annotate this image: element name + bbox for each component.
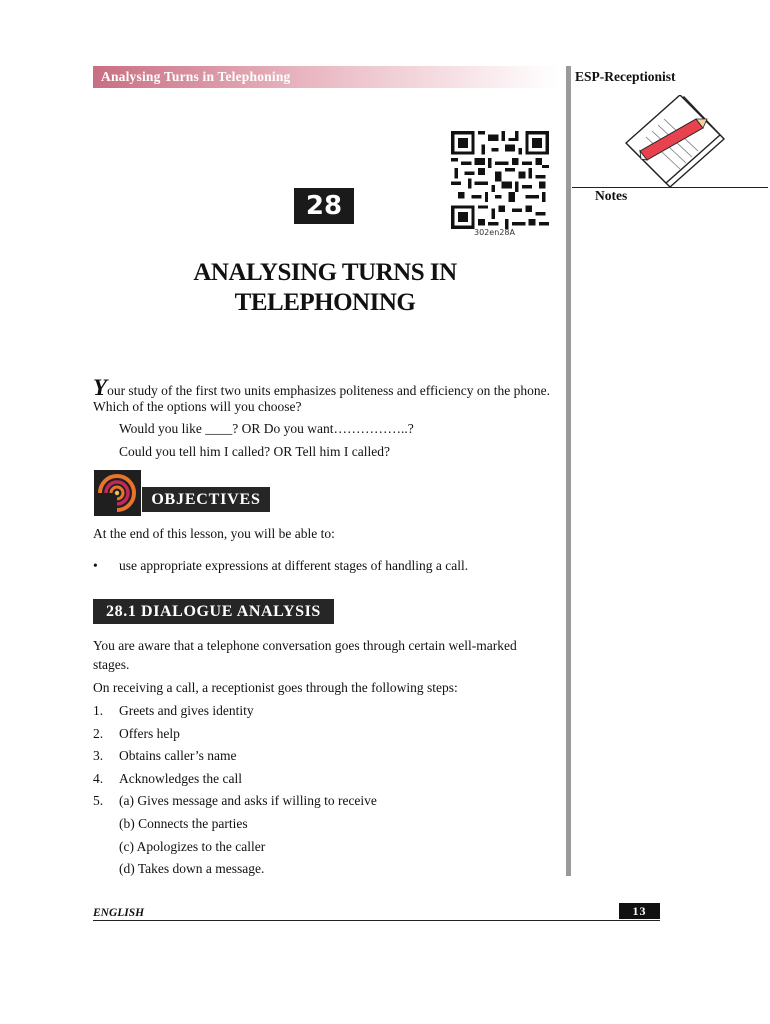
objectives-bullet: • <box>93 558 98 573</box>
list-item <box>93 700 377 723</box>
list-item <box>93 768 377 791</box>
lesson-title-line1: ANALYSING TURNS IN <box>193 259 457 286</box>
page-number: 13 <box>619 903 660 919</box>
step-text: Acknowledges the call <box>119 770 242 786</box>
step-text: Greets and gives identity <box>119 703 254 718</box>
section-para-1-line-2: stages. <box>93 657 130 672</box>
running-header: Analysing Turns in Telephoning <box>101 69 291 84</box>
footer-rule <box>93 920 660 921</box>
step-text: Obtains caller’s name <box>119 748 237 763</box>
header-band <box>93 66 558 88</box>
margin-rule <box>566 66 571 876</box>
list-item: (d) Takes down a message. <box>119 861 265 876</box>
qr-code-label: 302en28A <box>474 228 515 237</box>
target-icon <box>94 470 141 516</box>
lesson-title-line2: TELEPHONING <box>234 289 416 316</box>
list-item <box>93 745 377 768</box>
intro-option-1: Would you like ____? OR Do you want……………..? <box>119 421 414 436</box>
step-number: 5. <box>93 793 104 808</box>
step-text: (a) Gives message and asks if willing to receive <box>119 793 377 808</box>
footer-subject: ENGLISH <box>93 907 145 919</box>
step-number: 3. <box>93 748 104 763</box>
intro-line-1 <box>93 375 550 400</box>
list-item <box>93 723 377 746</box>
step-number: 2. <box>93 725 104 741</box>
objective-item: use appropriate expressions at different stages of handling a call. <box>119 558 469 573</box>
lesson-number-badge: 28 <box>294 188 354 224</box>
intro-line-1-text: our study of the first two units emphasizes politeness and efficiency on the phone. <box>107 383 550 398</box>
intro-option-2: Could you tell him I called? OR Tell him I called? <box>119 444 390 459</box>
section-heading: 28.1 DIALOGUE ANALYSIS <box>93 599 334 624</box>
lesson-title <box>100 258 550 318</box>
course-name: ESP-Receptionist <box>575 69 676 84</box>
section-para-1-line-1: You are aware that a telephone conversation goes through certain well-marked <box>93 638 517 653</box>
dropcap: Y <box>93 375 108 400</box>
step-number: 4. <box>93 770 104 786</box>
steps-list <box>93 700 377 813</box>
list-item <box>93 790 377 813</box>
substeps-list <box>119 813 265 881</box>
objectives-lead: At the end of this lesson, you will be able to: <box>93 526 335 541</box>
objectives-heading: OBJECTIVES <box>142 487 270 512</box>
section-para-2: On receiving a call, a receptionist goes through the following steps: <box>93 680 458 695</box>
step-number: 1. <box>93 703 104 718</box>
list-item: (b) Connects the parties <box>119 816 248 831</box>
notes-label: Notes <box>595 188 628 203</box>
qr-code-icon <box>451 131 549 229</box>
notepad-pencil-icon <box>608 95 726 187</box>
list-item: (c) Apologizes to the caller <box>119 838 266 854</box>
step-text: Offers help <box>119 725 180 741</box>
intro-line-2: Which of the options will you choose? <box>93 399 302 414</box>
